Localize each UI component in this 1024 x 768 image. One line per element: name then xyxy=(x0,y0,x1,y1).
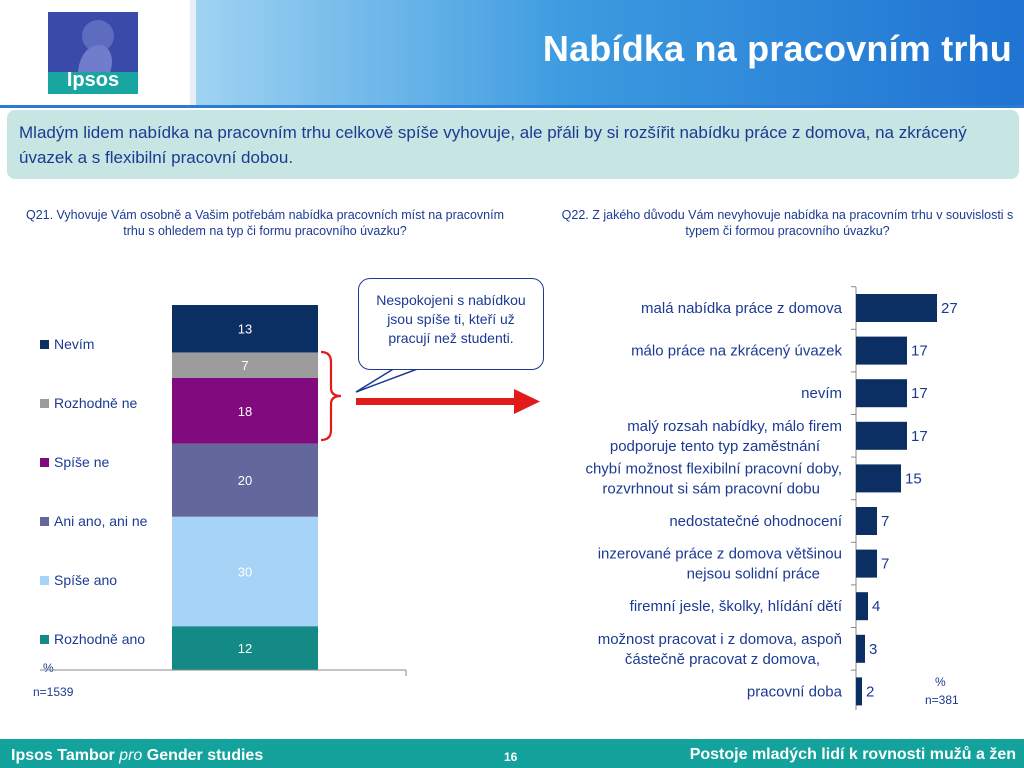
logo-text: Ipsos xyxy=(66,69,120,91)
hbar-category-label-7: firemní jesle, školky, hlídání dětí xyxy=(629,598,842,616)
segment-value-label-3: 18 xyxy=(237,403,253,419)
segment-value-label-2: 20 xyxy=(237,473,253,489)
hbar-0 xyxy=(856,294,937,322)
hbar-category-label-8 xyxy=(598,631,842,668)
legend-label-2: Spíše ne xyxy=(54,454,110,470)
hbar-value-label-0: 27 xyxy=(941,300,958,317)
segment-value-label-4: 7 xyxy=(241,358,249,374)
hbar-category-label-2: nevím xyxy=(801,385,842,403)
question-q21: Q21. Vyhovuje Vám osobně a Vašim potřebám nabídka pracovních míst na pracovním trhu s ohledem na typ či formu pracovního úvazku? xyxy=(25,208,505,238)
hbar-category-label-4 xyxy=(585,460,842,497)
hbar-4 xyxy=(856,464,901,492)
hbar-category-label-5: nedostatečné ohodnocení xyxy=(669,513,842,530)
legend-label-4: Spíše ano xyxy=(54,572,118,588)
hbar-category-line-8-0: možnost pracovat i z domova, aspoň xyxy=(597,630,842,648)
callout-note: Nespokojeni s nabídkou jsou spíše ti, kteří už pracují než studenti. xyxy=(358,278,544,370)
hbar-5 xyxy=(856,507,877,535)
hbar-7 xyxy=(856,592,868,620)
hbar-value-label-4: 15 xyxy=(905,470,922,488)
legend-label-1: Rozhodně ne xyxy=(54,395,138,411)
footer-report-title: Postoje mladých lidí k rovnosti mužů a žen xyxy=(689,746,1016,763)
hbar-value-label-5: 7 xyxy=(881,513,890,530)
hbar-category-label-3 xyxy=(610,418,842,455)
hbar-value-label-9: 2 xyxy=(866,683,875,701)
red-arrow-head xyxy=(514,389,540,414)
hbar-category-label-1: málo práce na zkrácený úvazek xyxy=(631,342,842,360)
hbar-value-label-8: 3 xyxy=(869,640,878,658)
legend-label-3: Ani ano, ani ne xyxy=(54,513,148,529)
hbar-2 xyxy=(856,379,907,407)
hbar-category-line-6-1: nejsou solidní práce xyxy=(686,565,820,583)
hbar-category-line-3-1: podporuje tento typ zaměstnání xyxy=(609,437,820,455)
red-brace xyxy=(321,352,341,440)
hbar-8 xyxy=(856,635,865,663)
sample-size-right: n=381 xyxy=(925,693,959,707)
hbar-9 xyxy=(856,677,862,705)
page-title: Nabídka na pracovním trhu xyxy=(542,28,1012,69)
hbar-1 xyxy=(856,337,907,365)
sample-size-left: n=1539 xyxy=(33,685,74,699)
hbar-3 xyxy=(856,422,907,450)
hbar-category-label-6 xyxy=(598,546,842,583)
question-q22: Q22. Z jakého důvodu Vám nevyhovuje nabídka na pracovním trhu v souvislosti s typem či formou pracovního úvazku? xyxy=(561,208,1014,238)
footer xyxy=(0,739,1024,768)
footer-brand-b: Gender studies xyxy=(142,747,264,764)
segment-value-label-1: 30 xyxy=(237,564,253,580)
red-arrow-shaft xyxy=(356,398,518,405)
hbar-value-label-3: 17 xyxy=(911,427,928,445)
segment-value-label-5: 13 xyxy=(237,321,253,337)
hbar-category-line-8-1: částečně pracovat z domova, xyxy=(624,650,820,668)
footer-brand-pro: pro xyxy=(119,747,143,764)
unit-label-left: % xyxy=(43,661,54,675)
hbar-value-label-2: 17 xyxy=(911,385,928,403)
legend-label-5: Rozhodně ano xyxy=(54,631,146,647)
footer-brand xyxy=(11,747,263,765)
hbar-value-label-6: 7 xyxy=(881,555,890,573)
footer-brand-a: Ipsos Tambor xyxy=(11,747,120,764)
legend-label-0: Nevím xyxy=(54,336,95,352)
hbar-value-label-1: 17 xyxy=(911,342,928,360)
hbar-category-line-3-0: malý rozsah nabídky, málo firem xyxy=(627,417,842,435)
hbar-category-line-4-1: rozvrhnout si sám pracovní dobu xyxy=(602,480,820,498)
page-number: 16 xyxy=(504,750,518,764)
hbar-category-label-0: malá nabídka práce z domova xyxy=(641,300,842,317)
hbar-value-label-7: 4 xyxy=(872,598,881,616)
summary-box: Mladým lidem nabídka na pracovním trhu celkově spíše vyhovuje, ale přáli by si rozšířit nabídku práce z domova, na zkrácený úvazek a s flexibilní pracovní dobou. xyxy=(7,110,1019,179)
hbar-category-label-9: pracovní doba xyxy=(746,683,842,701)
hbar-6 xyxy=(856,550,877,578)
hbar-category-line-6-0: inzerované práce z domova většinou xyxy=(597,545,842,563)
callout-tail xyxy=(356,368,420,392)
unit-label-right: % xyxy=(935,675,946,689)
segment-value-label-0: 12 xyxy=(237,641,253,657)
hbar-category-line-4-0: chybí možnost flexibilní pracovní doby, xyxy=(585,460,842,478)
